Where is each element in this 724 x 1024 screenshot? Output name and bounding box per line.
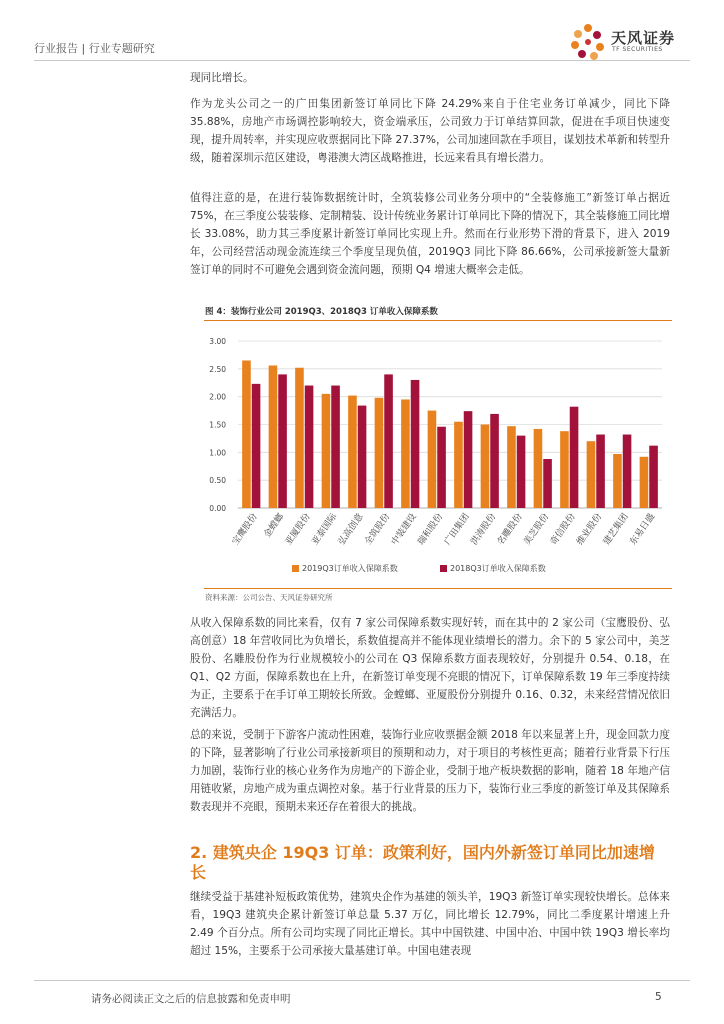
bar-2019q3 [348, 396, 357, 508]
bar-2019q3 [428, 411, 437, 508]
x-tick-label: 瑞和股份 [416, 511, 446, 548]
bar-2018q3 [252, 384, 261, 508]
x-tick-label: 奇信股份 [548, 511, 578, 548]
y-tick-label: 0.50 [209, 476, 226, 486]
bar-2019q3 [375, 398, 384, 508]
x-tick-label: 东易日盛 [628, 511, 658, 548]
x-tick-label: 中装建设 [389, 511, 419, 548]
bar-2018q3 [623, 435, 632, 508]
x-tick-label: 洪涛股份 [469, 511, 499, 548]
bar-2019q3 [401, 399, 410, 508]
bar-2018q3 [517, 436, 526, 508]
section-title: 2. 建筑央企 19Q3 订单：政策利好，国内外新签订单同比加速增长 [190, 843, 655, 882]
x-tick-label: 亚泰国际 [310, 511, 340, 548]
bar-2018q3 [384, 374, 393, 508]
x-tick-label: 美芝股份 [522, 511, 552, 548]
header-divider [34, 60, 690, 61]
legend-label: 2019Q3订单收入保障系数 [302, 564, 398, 573]
bar-2018q3 [543, 459, 552, 508]
x-tick-label: 宝鹰股份 [230, 511, 260, 548]
figure-bottom-rule [204, 588, 672, 589]
y-tick-label: 3.00 [209, 337, 226, 346]
bar-2019q3 [454, 422, 463, 508]
x-tick-label: 弘高创意 [336, 511, 366, 548]
legend-swatch [292, 565, 299, 572]
x-tick-label: 名雕股份 [495, 511, 525, 548]
bar-2019q3 [534, 429, 543, 508]
bar-2018q3 [570, 407, 579, 508]
legend-swatch [440, 565, 447, 572]
bar-2018q3 [358, 406, 367, 508]
bar-2018q3 [331, 386, 340, 508]
x-tick-label: 全筑股份 [363, 511, 393, 548]
x-tick-label: 广田集团 [442, 511, 472, 548]
paragraph-0: 现同比增长。 [190, 72, 254, 84]
legend-label: 2018Q3订单收入保障系数 [450, 564, 546, 573]
header-report-type: 行业报告 | 行业专题研究 [34, 42, 155, 55]
brand-name: 天风证券 [611, 29, 676, 47]
footer-disclaimer: 请务必阅读正文之后的信息披露和免责申明 [91, 993, 291, 1005]
y-tick-label: 1.50 [209, 420, 226, 430]
paragraph-1: 作为龙头公司之一的广田集团新签订单同比下降 24.29%来自于住宅业务订单减少，同比下降 35.88%，房地产市场调控影响较大，资金端承压，公司致力于订单结算回款，促进在手项目快速变现，提升周转率，并实现应收票据同比下降 27.37%，公司加速回款在手项目，谋划技术革新和转型升级，随着深圳示范区建设，粤港澳大湾区战略推进，长远来看具有增长潜力。 [190, 98, 670, 164]
x-tick-label: 建艺集团 [601, 511, 631, 548]
brand-subtitle: TF SECURITIES [612, 46, 663, 53]
y-tick-label: 2.50 [209, 364, 226, 374]
bar-2019q3 [322, 394, 331, 508]
figure-title: 图 4：装饰行业公司 2019Q3、2018Q3 订单收入保障系数 [205, 307, 438, 317]
bar-2018q3 [437, 427, 446, 508]
bar-2018q3 [596, 435, 605, 508]
y-tick-label: 0.00 [209, 504, 226, 513]
footer-divider [34, 980, 690, 981]
bar-2018q3 [649, 446, 658, 508]
bar-2019q3 [269, 365, 278, 508]
bar-2019q3 [242, 360, 251, 508]
bar-2019q3 [587, 441, 596, 508]
bar-2019q3 [295, 368, 304, 508]
bar-2018q3 [464, 411, 473, 508]
y-tick-label: 1.00 [209, 448, 226, 458]
x-tick-label: 维业股份 [575, 511, 605, 548]
bar-2018q3 [411, 380, 420, 508]
bar-2019q3 [560, 431, 569, 508]
bar-2019q3 [481, 425, 490, 509]
bar-2018q3 [305, 386, 314, 508]
y-tick-label: 2.00 [209, 392, 226, 402]
paragraph-5: 继续受益于基建补短板政策优势，建筑央企作为基建的领头羊，19Q3 新签订单实现较快增长。总体来看，19Q3 建筑央企累计新签订单总量 5.37 万亿，同比增长 12.79%，同比二季度累计增速上升 2.49 个百分点。所有公司均实现了同比正增长。其中中国铁建、中国中冶、中国中铁 19Q3 增长率均超过 15%，主要系于公司承接大量基建订单。中国电建表现 [190, 891, 670, 957]
bar-2019q3 [613, 454, 622, 508]
bar-2018q3 [490, 414, 499, 508]
paragraph-4: 总的来说，受制于下游客户流动性困难，装饰行业应收票据金额 2018 年以来显著上升，现金回款力度的下降，显著影响了行业公司承接新项目的预期和动力，对于项目的考核性更高；随着行业背景下行压力加剧，装饰行业的核心业务作为房地产的下游企业，受制于地产板块数据的影响，随着 18 年地产信用链收紧，房地产成为重点调控对象。基于行业背景的压力下，装饰行业三季度的新签订单及其保障系数表现并不亮眼，预期未来还存在着很大的挑战。 [190, 729, 670, 813]
paragraph-2: 值得注意的是，在进行装饰数据统计时，全筑装修公司业务分项中的“全装修施工”新签订单占据近 75%，在三季度公装装修、定制精装、设计传统业务累计订单同比下降的情况下，其全装修施工同比增长 33.08%，助力其三季度累计新签订单同比实现上升。然而在行业形势下滑的背景下，进入 2019 年，公司经营活动现金流连续三个季度呈现负值，2019Q3 同比下降 86.66%，公司承接新签大量新签订单的同时不可避免会遇到资金流问题，预期 Q4 增速大概率会走低。 [190, 192, 670, 276]
page-number: 5 [655, 991, 662, 1003]
flower-icon [571, 24, 604, 60]
figure-top-rule [204, 320, 672, 321]
bar-chart [200, 326, 672, 588]
bar-2019q3 [640, 457, 649, 508]
x-tick-label: 亚厦股份 [283, 511, 313, 548]
bar-2019q3 [507, 426, 516, 508]
figure-source: 资料来源：公司公告、天风证券研究所 [205, 593, 333, 602]
bar-2018q3 [278, 374, 287, 508]
paragraph-3: 从收入保障系数的同比来看，仅有 7 家公司保障系数实现好转，而在其中的 2 家公司（宝鹰股份、弘高创意）18 年营收同比为负增长，系数值提高并不能体现业绩增长的潜力。余下的 5 家公司中，美芝股份、名雕股份作为行业规模较小的公司在 Q3 保障系数方面表现较好，分别提升 0.54、0.18，在 Q1、Q2 方面，保障系数也在上升，在新签订单变现不亮眼的情况下，订单保障系数 19 年三季度持续为正，主要系于在手订单工期较长所致。金螳螂、亚厦股份分别提升 0.16、0.32，未来经营情况依旧充满活力。 [190, 617, 670, 719]
x-tick-label: 金螳螂 [262, 511, 287, 540]
